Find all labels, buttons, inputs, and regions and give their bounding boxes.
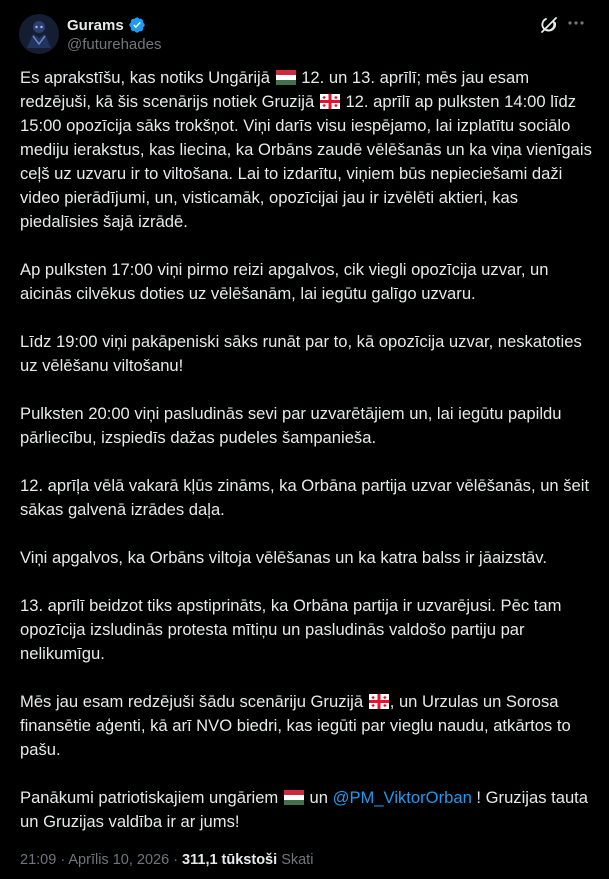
georgia-flag-icon bbox=[320, 94, 340, 109]
avatar-image-icon bbox=[19, 14, 59, 54]
verified-badge-icon[interactable] bbox=[128, 16, 146, 34]
tweet-time[interactable]: 21:09 bbox=[20, 852, 57, 868]
views-label: Skati bbox=[281, 852, 314, 868]
meta-separator: · bbox=[173, 852, 183, 868]
tweet-text-span: Mēs jau esam redzējuši šādu scenāriju Gruzijā bbox=[20, 692, 364, 711]
tweet-meta bbox=[20, 852, 313, 868]
tweet-date[interactable]: Aprīlis 10, 2026 bbox=[68, 852, 170, 868]
tweet-text-span: 12. un 13. aprīlī; mēs jau esam redzējuši, kā šis scenārijs notiek Gruzijā bbox=[20, 68, 530, 111]
hungary-flag-icon bbox=[276, 70, 296, 85]
tweet-paragraph bbox=[20, 66, 592, 234]
hungary-flag-icon bbox=[284, 790, 304, 805]
tweet-paragraph: 13. aprīlī beidzot tiks apstiprināts, ka Orbāna partija ir uzvarējusi. Pēc tam opozīcija izsludinās protesta mītiņu un pasludinās valdošo partiju par nelikumīgu. bbox=[20, 596, 562, 663]
views-count[interactable]: 311,1 tūkstoši bbox=[182, 852, 278, 868]
tweet-paragraph: Pulksten 20:00 viņi pasludinās sevi par uzvarētājiem un, lai iegūtu papildu pārliecību, izspiedīs dažas pudeles šampanieša. bbox=[20, 404, 562, 447]
tweet-paragraph: 12. aprīļa vēlā vakarā kļūs zināms, ka Orbāna partija uzvar vēlēšanās, un šeit sākas galvenā izrādes daļa. bbox=[20, 476, 590, 519]
tweet-text-span: Panākumi patriotiskajiem ungāriem bbox=[20, 788, 279, 807]
grok-icon[interactable] bbox=[538, 14, 560, 36]
tweet-text-span: ! Gruzijas tauta un Gruzijas valdība ir ar jums! bbox=[20, 788, 589, 831]
tweet-paragraph: Līdz 19:00 viņi pakāpeniski sāks runāt par to, kā opozīcija uzvar, neskatoties uz vēlēšanu viltošanu! bbox=[20, 332, 582, 375]
tweet-text-span: Es aprakstīšu, kas notiks Ungārijā bbox=[20, 68, 270, 87]
tweet-paragraph: Viņi apgalvos, ka Orbāns viltoja vēlēšanas un ka katra balss ir jāaizstāv. bbox=[20, 548, 547, 567]
tweet-text-span: un bbox=[309, 788, 328, 807]
georgia-flag-icon bbox=[369, 694, 389, 709]
avatar[interactable] bbox=[19, 14, 59, 54]
tweet-paragraph bbox=[20, 690, 592, 762]
tweet-paragraph: Ap pulksten 17:00 viņi pirmo reizi apgalvos, cik viegli opozīcija uzvar, un aicinās cilvēkus doties uz vēlēšanām, lai iegūtu galīgo uzvaru. bbox=[20, 260, 549, 303]
author-name-row[interactable] bbox=[67, 15, 146, 35]
author-display-name[interactable]: Gurams bbox=[67, 16, 124, 34]
mention-link[interactable]: @PM_ViktorOrban bbox=[332, 788, 472, 807]
tweet-text bbox=[20, 66, 592, 858]
meta-separator: · bbox=[60, 852, 69, 868]
tweet-text-span: 12. aprīlī ap pulksten 14:00 līdz 15:00 opozīcija sāks trokšņot. Viņi darīs visu iespējamo, lai izplatītu sociālo mediju ierakstus, kas liecina, ka Orbāns zaudē vēlēšanās un ka viņa vienīgais ceļš uz uzvaru ir to viltošana. Lai to izdarītu, viņiem būs nepieciešami daži video pierādījumi, un, visticamāk, opozīcijai jau ir izvēlēti aktieri, kas piedalīsies šajā izrādē. bbox=[20, 92, 592, 231]
tweet-text-span: , un Urzulas un Sorosa finansētie aģenti, kā arī NVO biedri, kas iegūti par vieglu naudu, atkārtos to pašu. bbox=[20, 692, 571, 759]
author-handle[interactable]: @futurehades bbox=[67, 36, 162, 53]
tweet-paragraph bbox=[20, 786, 592, 834]
more-icon[interactable] bbox=[565, 12, 587, 34]
